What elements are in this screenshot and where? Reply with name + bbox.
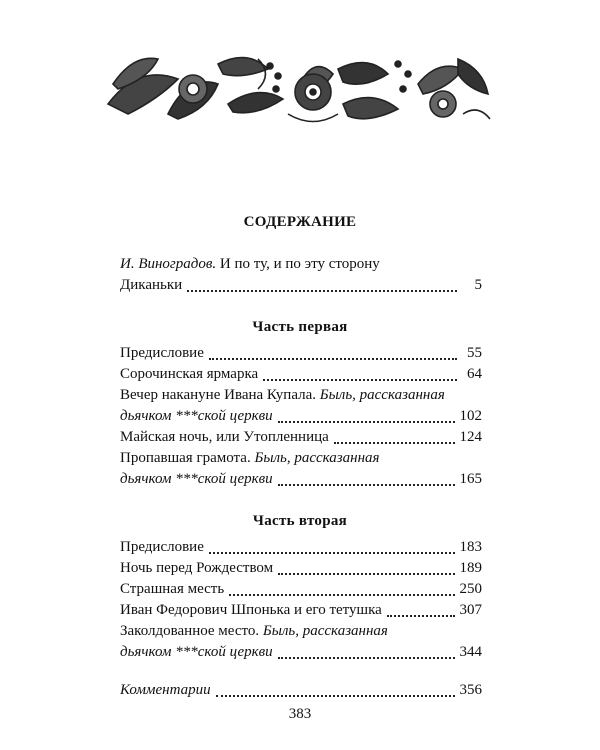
page-ref: 356 (459, 682, 482, 698)
intro-author: И. Виноградов. (120, 256, 217, 272)
page-ref: 250 (459, 581, 482, 597)
entry-subtitle-cont: дьячком ***ской церкви (120, 408, 273, 424)
dot-leader (209, 358, 457, 360)
toc-entry-shponka[interactable] (120, 602, 482, 622)
page-ref: 102 (459, 408, 482, 424)
dot-leader (229, 594, 454, 596)
toc-entry-intro[interactable] (120, 277, 482, 297)
entry-title: Страшная месть (120, 581, 225, 597)
entry-subtitle-cont: дьячком ***ской церкви (120, 471, 273, 487)
entry-subtitle-cont: дьячком ***ской церкви (120, 644, 273, 660)
toc-entry-place[interactable] (120, 644, 482, 664)
entry-subtitle: Быль, рассказанная (262, 623, 388, 639)
intro-line-1 (120, 256, 380, 273)
page-ref: 307 (459, 602, 482, 618)
page-ref: 64 (467, 366, 482, 382)
entry-title: Предисловие (120, 539, 204, 555)
page-ref: 55 (467, 345, 482, 361)
entry-subtitle: Быль, рассказанная (254, 450, 380, 466)
dot-leader (278, 484, 455, 486)
dot-leader (334, 442, 455, 444)
entry-title: Комментарии (120, 682, 211, 698)
page-ref: 183 (459, 539, 482, 555)
dot-leader (263, 379, 457, 381)
dot-leader (209, 552, 455, 554)
dot-leader (278, 657, 455, 659)
intro-title-part1: И по ту, и по эту сторону (219, 256, 380, 272)
page-ref: 5 (474, 277, 482, 293)
toc-entry-kupala[interactable] (120, 408, 482, 428)
gramota-line-1[interactable] (120, 450, 380, 467)
toc-entry-christmas[interactable] (120, 560, 482, 580)
dot-leader (278, 421, 455, 423)
contents-title: СОДЕРЖАНИЕ (243, 214, 357, 230)
entry-title: Сорочинская ярмарка (120, 366, 259, 382)
entry-title: Иван Федорович Шпонька и его тетушка (120, 602, 382, 618)
entry-title: Ночь перед Рождеством (120, 560, 274, 576)
entry-subtitle: Быль, рассказанная (319, 387, 445, 403)
floral-ornament (98, 44, 493, 132)
intro-title-part2: Диканьки (120, 277, 183, 293)
entry-title: Майская ночь, или Утопленница (120, 429, 329, 445)
toc-entry-part1-preface[interactable] (120, 345, 482, 365)
page-ref: 344 (459, 644, 482, 660)
dot-leader (387, 615, 455, 617)
part2-heading: Часть вторая (252, 513, 348, 529)
entry-title: Вечер накануне Ивана Купала. (120, 387, 317, 403)
dot-leader (216, 695, 455, 697)
toc-entry-gramota[interactable] (120, 471, 482, 491)
page-number: 383 (288, 706, 312, 722)
toc-entry-part2-preface[interactable] (120, 539, 482, 559)
place-line-1[interactable] (120, 623, 388, 640)
page-ref: 165 (459, 471, 482, 487)
kupala-line-1[interactable] (120, 387, 445, 404)
dot-leader (278, 573, 454, 575)
entry-title: Заколдованное место. (120, 623, 260, 639)
entry-title: Предисловие (120, 345, 204, 361)
entry-title: Пропавшая грамота. (120, 450, 251, 466)
page-ref: 189 (459, 560, 482, 576)
part1-heading: Часть первая (252, 319, 348, 335)
toc-entry-revenge[interactable] (120, 581, 482, 601)
toc-entry-may-night[interactable] (120, 429, 482, 449)
page-ref: 124 (459, 429, 482, 445)
dot-leader (187, 290, 457, 292)
toc-entry-comments[interactable] (120, 682, 482, 702)
toc-entry-fair[interactable] (120, 366, 482, 386)
